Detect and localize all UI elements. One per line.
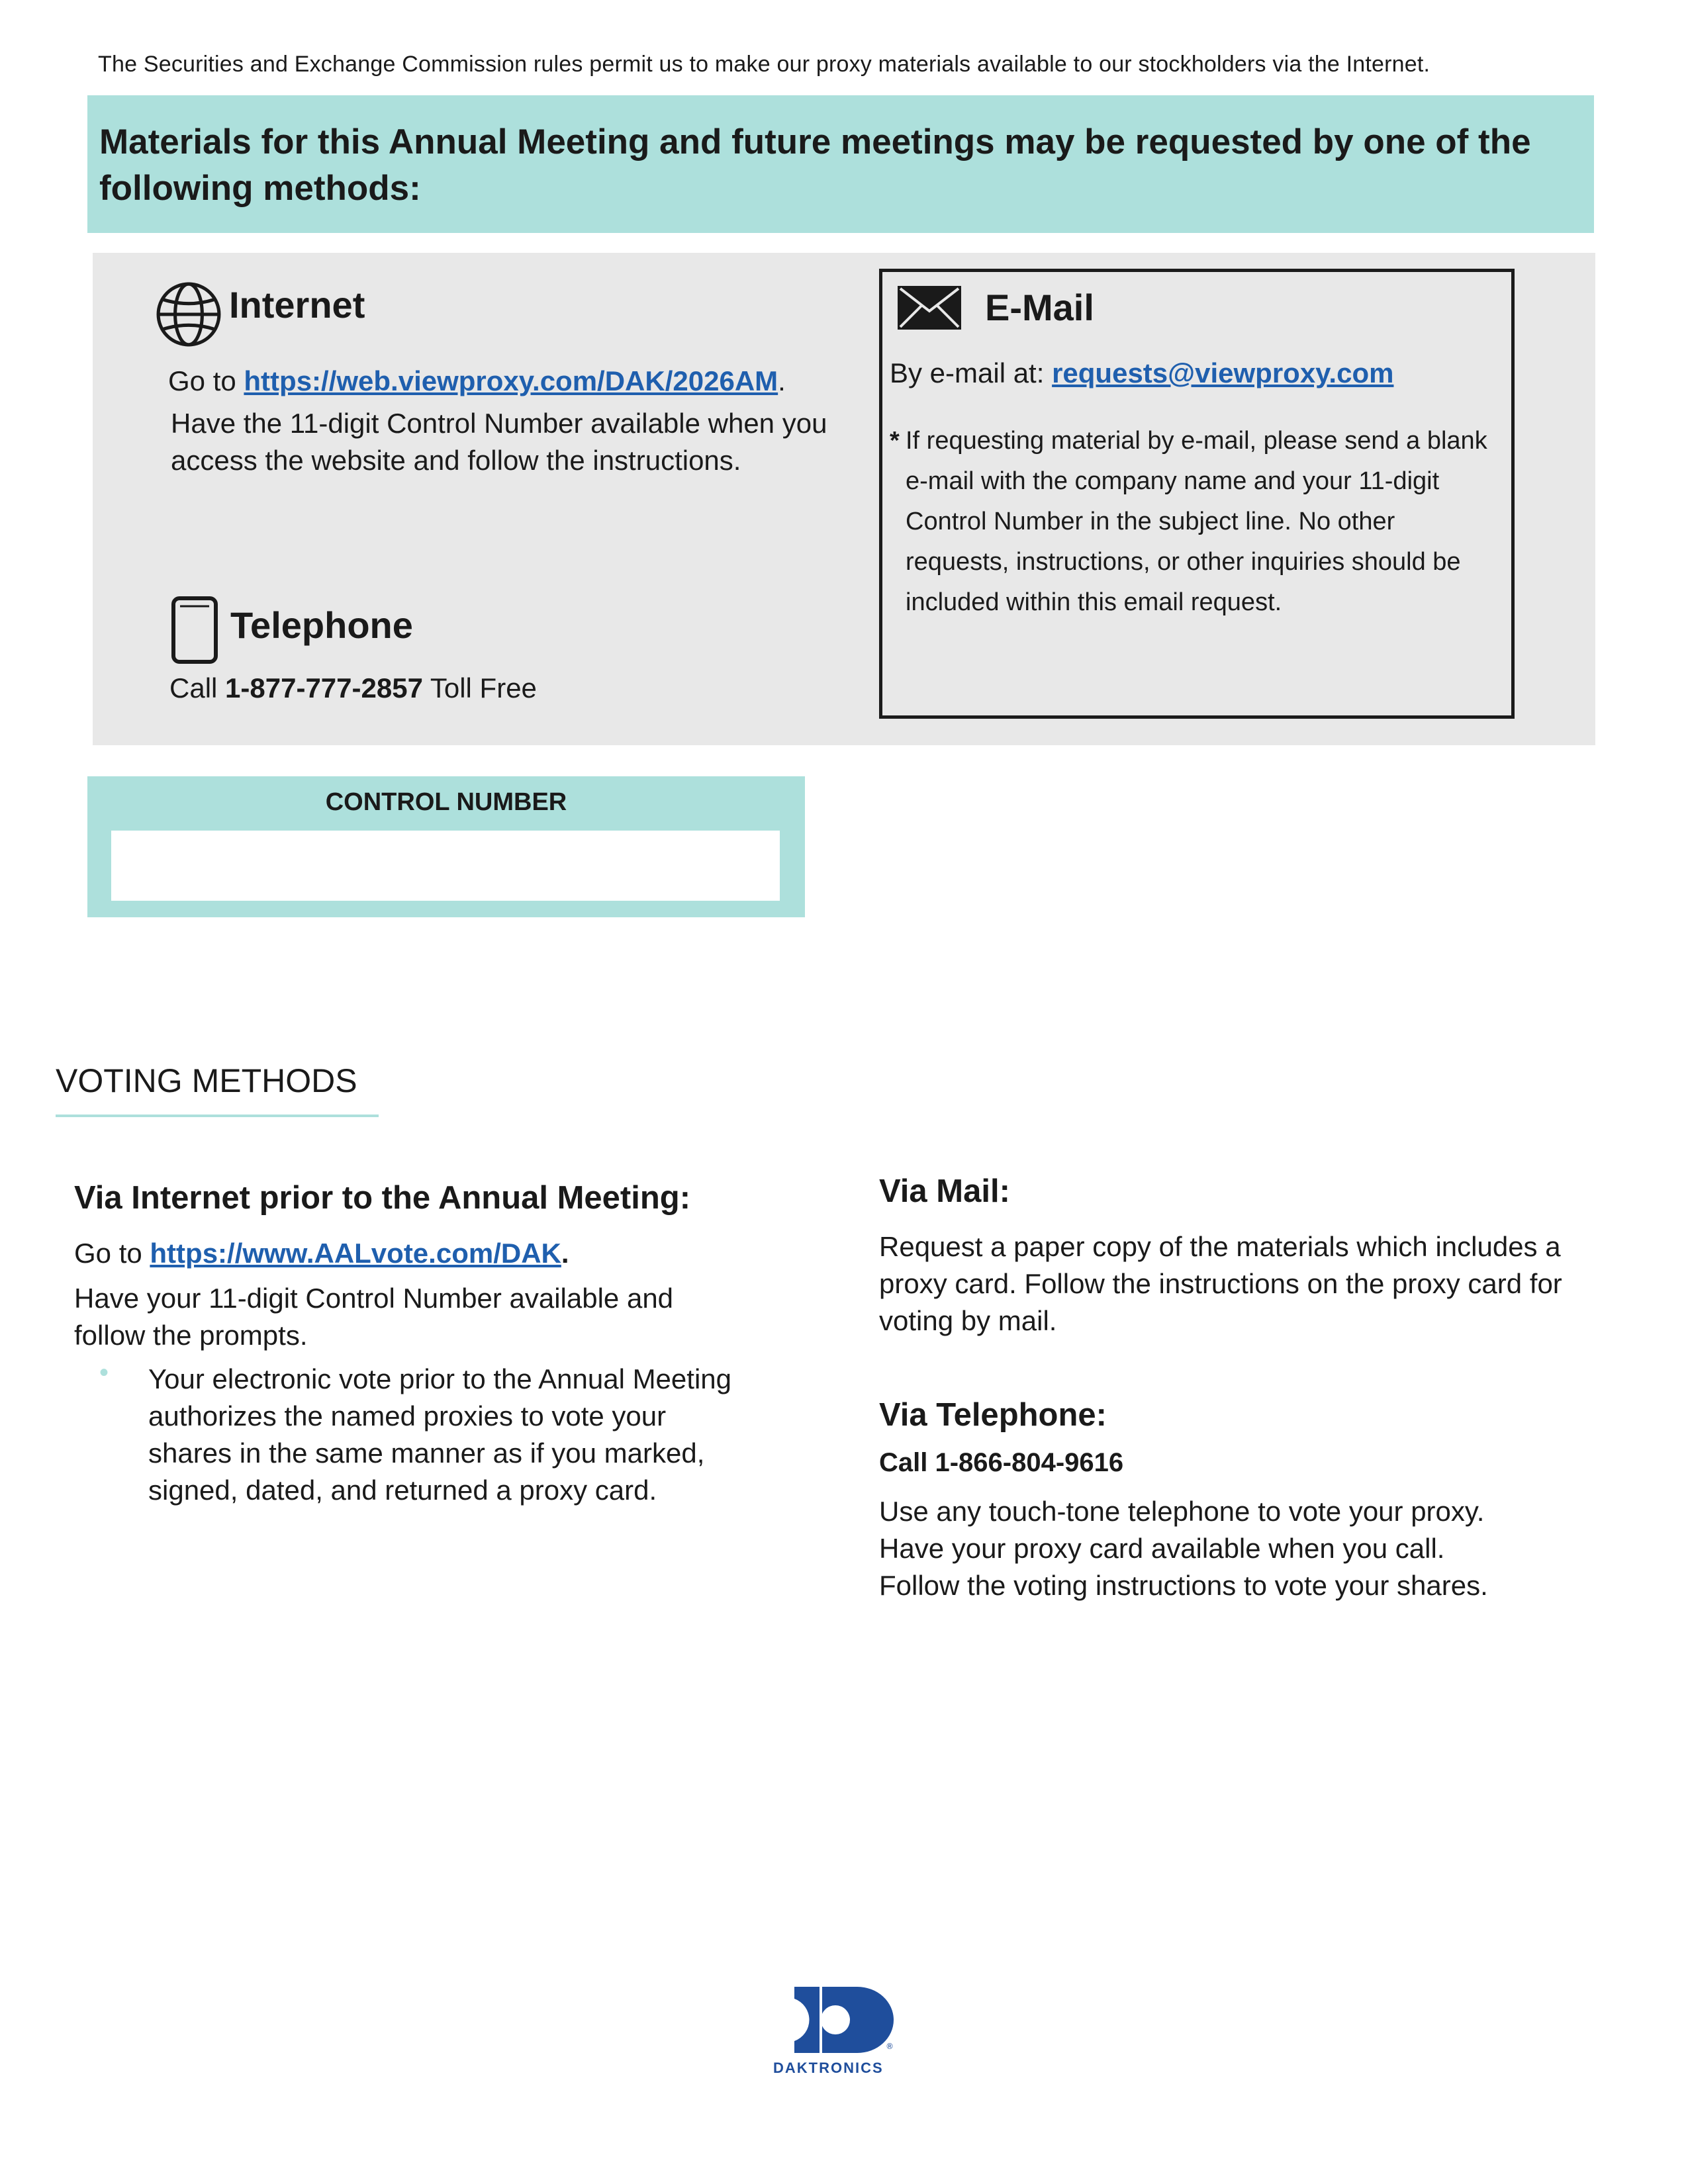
envelope-icon xyxy=(896,285,962,331)
email-address-link[interactable]: requests@viewproxy.com xyxy=(1052,357,1394,388)
internet-instructions: Have the 11-digit Control Number available when you access the website and follow the instructions. xyxy=(171,408,827,476)
vote-internet-link[interactable]: https://www.AALvote.com/DAK xyxy=(150,1238,561,1269)
internet-url-line xyxy=(168,363,786,400)
via-telephone-title: Via Telephone: xyxy=(879,1397,1107,1433)
voting-methods-title: VOTING METHODS xyxy=(56,1062,357,1099)
email-address-line xyxy=(890,355,1393,392)
globe-icon xyxy=(155,281,222,348)
telephone-line xyxy=(169,670,537,707)
email-title: E-Mail xyxy=(985,287,1094,328)
svg-text:®: ® xyxy=(886,2042,894,2051)
request-methods-banner xyxy=(87,95,1594,233)
control-number-box xyxy=(87,776,805,917)
control-number-field xyxy=(111,831,780,901)
via-mail-text: Request a paper copy of the materials which includes a proxy card. Follow the instructions on the proxy card for voting by mail. xyxy=(879,1231,1562,1336)
logo-text: DAKTRONICS xyxy=(773,2060,884,2076)
period: . xyxy=(778,365,786,396)
daktronics-logo-icon xyxy=(794,1987,894,2053)
via-internet-title: Via Internet prior to the Annual Meeting: xyxy=(74,1180,691,1216)
intro-text: The Securities and Exchange Commission rules permit us to make our proxy materials available to our stockholders via the Internet. xyxy=(98,52,1430,77)
by-email-label: By e-mail at: xyxy=(890,357,1045,388)
mobile-phone-icon xyxy=(171,596,218,664)
internet-title: Internet xyxy=(229,284,365,326)
telephone-title: Telephone xyxy=(230,604,413,646)
request-phone-number: 1-877-777-2857 xyxy=(225,672,423,704)
vote-url-line xyxy=(74,1235,569,1272)
toll-free-label: Toll Free xyxy=(430,672,537,704)
call-label: Call xyxy=(169,672,218,704)
control-number-label: CONTROL NUMBER xyxy=(325,788,567,816)
vote-phone-line-2: Have your proxy card available when you call. xyxy=(879,1533,1445,1564)
vote-phone-number: Call 1-866-804-9616 xyxy=(879,1448,1124,1477)
internet-request-link[interactable]: https://web.viewproxy.com/DAK/2026AM xyxy=(244,365,778,396)
vote-phone-line-1: Use any touch-tone telephone to vote your proxy. xyxy=(879,1496,1485,1527)
email-note-star: * xyxy=(890,427,900,455)
go-to-label: Go to xyxy=(168,365,236,396)
banner-heading: Materials for this Annual Meeting and future meetings may be requested by one of the following methods: xyxy=(99,122,1531,208)
vote-internet-instructions: Have your 11-digit Control Number available and follow the prompts. xyxy=(74,1283,674,1351)
voting-methods-underline xyxy=(56,1115,379,1117)
vote-internet-bullet: Your electronic vote prior to the Annual Meeting authorizes the named proxies to vote your shares in the same manner as if you marked, signed, dated, and returned a proxy card. xyxy=(148,1363,731,1506)
vote-phone-line-3: Follow the voting instructions to vote your shares. xyxy=(879,1570,1488,1601)
bullet-dot-icon: • xyxy=(99,1358,109,1387)
period: . xyxy=(561,1238,569,1269)
via-mail-title: Via Mail: xyxy=(879,1173,1010,1209)
email-note: If requesting material by e-mail, please send a blank e-mail with the company name and your 11-digit Control Number in the subject line. No other requests, instructions, or other inquiries should be included within this email request. xyxy=(906,427,1487,616)
go-to-label: Go to xyxy=(74,1238,142,1269)
